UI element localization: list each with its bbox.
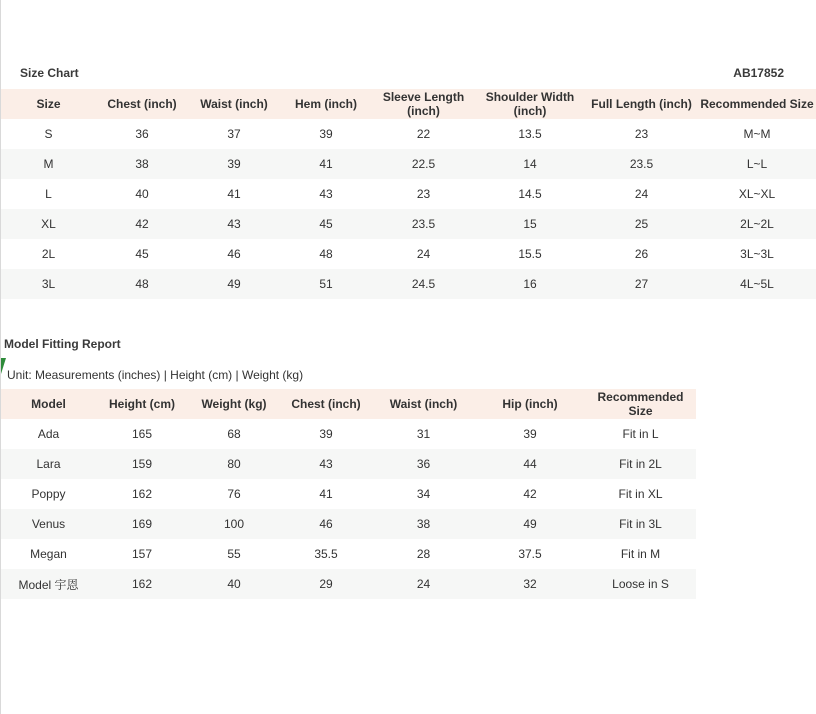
chest-cell: 29: [280, 569, 372, 599]
height-cell: 157: [131, 547, 153, 561]
height-cell: 169: [96, 509, 188, 539]
model-name-cell: Venus: [1, 509, 96, 539]
size-row: [1, 149, 816, 179]
size-cell: M: [1, 149, 96, 179]
recommended-size-cell: L~L: [698, 149, 816, 179]
hem-cell: 48: [319, 247, 333, 261]
waist-cell: 34: [416, 487, 431, 501]
chest-cell: 35.5: [314, 547, 338, 561]
model-name-cell: Model 宇恩: [1, 569, 96, 599]
size-row: [1, 269, 816, 299]
model-header-chest: Chest (inch): [280, 389, 372, 419]
size-header-sleeve-length: Sleeve Length (inch): [372, 89, 475, 119]
model-report-title: Model Fitting Report: [4, 337, 121, 351]
shoulder-width-cell: 13.5: [518, 127, 542, 141]
sleeve-length-cell: 22.5: [372, 149, 475, 179]
waist-cell: 39: [188, 149, 280, 179]
recommended-size-cell: 2L~2L: [698, 209, 816, 239]
height-cell: 162: [96, 569, 188, 599]
chest-cell: 48: [96, 269, 188, 299]
size-cell: XL: [1, 209, 96, 239]
recommended-size-cell: 4L~5L: [698, 269, 816, 299]
hip-cell: 32: [475, 569, 585, 599]
size-cell: 2L: [41, 247, 56, 261]
hem-cell: 45: [280, 209, 372, 239]
size-header-shoulder-width: Shoulder Width (inch): [475, 89, 585, 119]
size-chart-title-row: [20, 66, 784, 84]
recommended-size-cell: Loose in S: [585, 569, 696, 599]
chest-cell: 43: [280, 449, 372, 479]
chest-cell: 42: [96, 209, 188, 239]
chest-cell: 38: [96, 149, 188, 179]
waist-cell: 38: [372, 509, 475, 539]
recommended-size-cell: Fit in XL: [618, 487, 663, 501]
shoulder-width-cell: 14.5: [518, 187, 542, 201]
model-name-cell: Poppy: [31, 487, 66, 501]
full-length-cell: 23: [634, 127, 649, 141]
model-fitting-table: [1, 389, 696, 599]
size-chart-title: Size Chart: [20, 66, 79, 80]
recommended-size-cell: 3L~3L: [740, 247, 774, 261]
hip-cell: 42: [523, 487, 537, 501]
weight-cell: 80: [188, 449, 280, 479]
size-chart-table: [1, 89, 816, 299]
recommended-size-cell: Fit in 2L: [585, 449, 696, 479]
unit-note: Unit: Measurements (inches) | Height (cm) | Weight (kg): [7, 368, 304, 382]
waist-cell: 41: [227, 187, 241, 201]
sleeve-length-cell: 24.5: [372, 269, 475, 299]
sleeve-length-cell: 23.5: [372, 209, 475, 239]
size-row: [1, 209, 816, 239]
sleeve-length-cell: 22: [416, 127, 431, 141]
size-header-size: Size: [1, 89, 96, 119]
model-header-model: Model: [1, 389, 96, 419]
recommended-size-cell: Fit in L: [622, 427, 659, 441]
weight-cell: 100: [188, 509, 280, 539]
chest-cell: 46: [280, 509, 372, 539]
waist-cell: 24: [372, 569, 475, 599]
model-name-cell: Lara: [1, 449, 96, 479]
size-chart-header-row: [1, 89, 816, 119]
model-header-weight: Weight (kg): [188, 389, 280, 419]
full-length-cell: 24: [634, 187, 649, 201]
size-row: [1, 119, 816, 149]
model-header-waist: Waist (inch): [372, 389, 475, 419]
hip-cell: 44: [475, 449, 585, 479]
shoulder-width-cell: 16: [475, 269, 585, 299]
shoulder-width-cell: 14: [475, 149, 585, 179]
hem-cell: 41: [280, 149, 372, 179]
size-header-chest: Chest (inch): [96, 89, 188, 119]
weight-cell: 68: [227, 427, 241, 441]
sleeve-length-cell: 24: [416, 247, 431, 261]
hip-cell: 39: [523, 427, 537, 441]
recommended-size-cell: M~M: [743, 127, 771, 141]
waist-cell: 49: [188, 269, 280, 299]
shoulder-width-cell: 15: [475, 209, 585, 239]
hem-cell: 39: [319, 127, 333, 141]
size-row: [1, 239, 816, 269]
full-length-cell: 23.5: [585, 149, 698, 179]
hip-cell: 37.5: [518, 547, 542, 561]
waist-cell: 43: [188, 209, 280, 239]
model-row: [1, 419, 696, 449]
model-header-recommended-size: Recommended Size: [585, 389, 696, 419]
height-cell: 162: [131, 487, 153, 501]
shoulder-width-cell: 15.5: [518, 247, 542, 261]
size-cell: 3L: [1, 269, 96, 299]
recommended-size-cell: Fit in M: [620, 547, 661, 561]
full-length-cell: 27: [585, 269, 698, 299]
hem-cell: 43: [319, 187, 333, 201]
product-code: AB17852: [733, 66, 784, 80]
sleeve-length-cell: 23: [416, 187, 431, 201]
chest-cell: 39: [319, 427, 333, 441]
waist-cell: 31: [416, 427, 431, 441]
waist-cell: 36: [372, 449, 475, 479]
weight-cell: 76: [227, 487, 241, 501]
chest-cell: 36: [135, 127, 149, 141]
chest-cell: 40: [135, 187, 149, 201]
chest-cell: 41: [319, 487, 333, 501]
hem-cell: 51: [280, 269, 372, 299]
weight-cell: 55: [227, 547, 241, 561]
model-header-row: [1, 389, 696, 419]
waist-cell: 28: [416, 547, 431, 561]
model-row: [1, 509, 696, 539]
height-cell: 159: [96, 449, 188, 479]
size-cell: L: [45, 187, 52, 201]
size-header-hem: Hem (inch): [280, 89, 372, 119]
model-row: [1, 539, 696, 569]
model-name-cell: Megan: [30, 547, 67, 561]
full-length-cell: 26: [634, 247, 649, 261]
weight-cell: 40: [188, 569, 280, 599]
model-name-cell: Ada: [37, 427, 60, 441]
chest-cell: 45: [135, 247, 149, 261]
model-row: [1, 449, 696, 479]
model-row: [1, 569, 696, 599]
waist-cell: 37: [227, 127, 241, 141]
size-cell: S: [44, 127, 53, 141]
full-length-cell: 25: [585, 209, 698, 239]
recommended-size-cell: Fit in 3L: [585, 509, 696, 539]
hip-cell: 49: [475, 509, 585, 539]
size-header-full-length: Full Length (inch): [585, 89, 698, 119]
height-cell: 165: [131, 427, 153, 441]
model-row: [1, 479, 696, 509]
size-header-recommended-size: Recommended Size: [698, 89, 816, 119]
size-row: [1, 179, 816, 209]
model-header-hip: Hip (inch): [475, 389, 585, 419]
waist-cell: 46: [227, 247, 241, 261]
recommended-size-cell: XL~XL: [738, 187, 776, 201]
model-header-height: Height (cm): [96, 389, 188, 419]
size-header-waist: Waist (inch): [188, 89, 280, 119]
